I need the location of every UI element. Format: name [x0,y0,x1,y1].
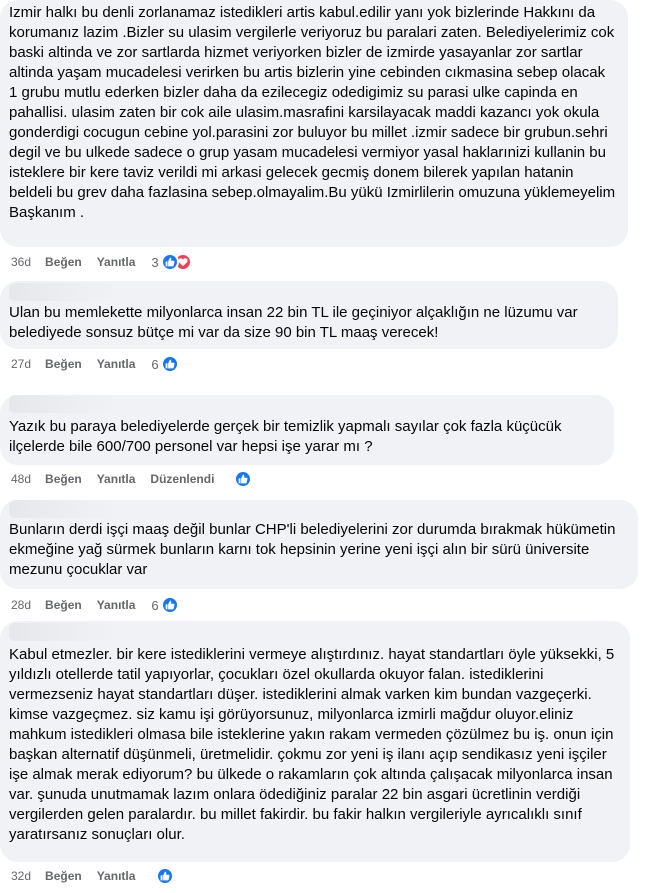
like-icon [161,596,179,614]
reaction-summary[interactable] [156,867,174,885]
comment-actions [11,354,179,374]
like-icon [234,470,252,488]
author-name-blurred[interactable] [9,623,119,641]
comment-text: Yazık bu paraya belediyelerde gerçek bir temizlik yapmalı sayılar çok fazla küçücük ilçelerde bile 600/700 personel var hepsi işe yarar mı ? [9,418,562,455]
comment-timestamp[interactable]: 32d [11,869,32,883]
reaction-count: 3 [151,254,159,270]
like-icon [161,355,179,373]
comment-bubble [0,281,618,349]
comment-timestamp[interactable]: 36d [11,255,32,269]
like-icon [156,867,174,885]
reaction-count: 6 [151,356,159,372]
comment-bubble [0,500,638,589]
like-button[interactable]: Beğen [45,869,82,883]
reaction-summary[interactable] [234,470,252,488]
comment-text: Ulan bu memlekette milyonlarca insan 22 bin TL ile geçiniyor alçaklığın ne lüzumu var belediyede sonsuz bütçe mi var da size 90 bin TL maaş verecek! [9,304,578,341]
like-button[interactable]: Beğen [45,255,82,269]
reply-button[interactable]: Yanıtla [96,869,136,883]
edited-label[interactable]: Düzenlendi [150,472,215,486]
comment-bubble [0,0,628,247]
reply-button[interactable]: Yanıtla [96,357,136,371]
reaction-summary[interactable] [151,355,178,373]
comment-text: Kabul etmezler. bir kere istediklerini vermeye alıştırdınız. hayat standartları öyle yüksekki, 5 yıldızlı otellerde tatil yapıyorlar, çocukları özel okullarda okuyor falan. istediklerini vermezseniz hayat standartları düşer. istediklerini almak varken kim bundan vazgeçerki. kimse vazgeçmez. siz kamu işi görüyorsunuz, milyonlarca izmirli mağdur oluyor.eliniz mahkum istedikleri olmasa bile isteklerine yakın rakam vermeden çözülmez bu iş. onun için başkan alternatif düşünmeli, üretmelidir. çokmu zor yeni iş ilanı açıp sendikasız yeni işçiler işe almak merak ediyorum? bu ülkede o rakamların çok altında çalışacak milyonlarca insan var. şunuda unutmamak lazım onlara ödediğiniz paralar 22 bin asgari ücretlinin verdiği vergilerden gelen paralardır. bu millet fakirdir. bu fakir halkın vergileriyle ayrıcalıklı sınıf yaratırsanız sonuçları olur. [9,646,615,843]
author-name-blurred[interactable] [9,395,119,413]
reply-button[interactable]: Yanıtla [96,598,136,612]
comment-timestamp[interactable]: 27d [11,357,32,371]
reply-button[interactable]: Yanıtla [96,472,136,486]
comment-bubble [0,395,614,465]
reaction-summary[interactable] [151,596,178,614]
comment-actions [11,866,174,886]
comment-timestamp[interactable]: 28d [11,598,32,612]
reply-button[interactable]: Yanıtla [96,255,136,269]
like-icon [161,253,179,271]
reaction-count: 6 [151,597,159,613]
author-name-blurred[interactable] [9,500,119,518]
comment-timestamp[interactable]: 48d [11,472,32,486]
reaction-summary[interactable] [151,253,191,271]
comment-text: Izmir halkı bu denli zorlanamaz istedikleri artis kabul.edilir yanı yok bizlerinde Hakkını da korumanız lazim .Bizler su ulasim vergilerle veriyoruz bu paralari zaten. Belediyelerimiz cok baski altinda ve zor sartlarda hizmet veriyorken bizler de izmirde yasayanlar zor sartlar altinda yaşam mucadelesi verirken bu artis bizlerin yine cebinden cıkmasina sebep olacak 1 grubu mutlu ederken bizler daha da ezilecegiz odedigimiz su parasi ulke capinda en pahallisi. ulasim zaten bir cok aile ulasim.masrafini karsilayacak maddi kazancı yok okula gonderdigi cocugun cebine yol.parasini zor buluyor bu millet .izmir sadece bir grubun.sehri degil ve bu ulkede sadece o grup yasam mucadelesi vermiyor yasal haklarınizi kullanin bu isteklere bir kere taviz verildi mi arkasi gelecek gecmiş donem bilerek yapılan hatanin beldeli bu grev daha fazlasina sebep.olmayalim.Bu yükü Izmirlilerin omuzuna yüklemeyelim Başkanım . [9,4,616,221]
like-button[interactable]: Beğen [45,357,82,371]
like-button[interactable]: Beğen [45,598,82,612]
comment-text: Bunların derdi işçi maaş değil bunlar CHP'li belediyelerini zor durumda bırakmak hükümetin ekmeğine yağ sürmek bunların karnı tok hepsinin yerine yeni işçi alın bir sürü üniversite mezunu çocuklar var [9,521,616,578]
comment-actions [11,595,179,615]
comment-bubble [0,621,630,862]
author-name-blurred[interactable] [9,283,119,301]
comment-actions [11,252,192,272]
like-button[interactable]: Beğen [45,472,82,486]
comment-actions [11,469,252,489]
